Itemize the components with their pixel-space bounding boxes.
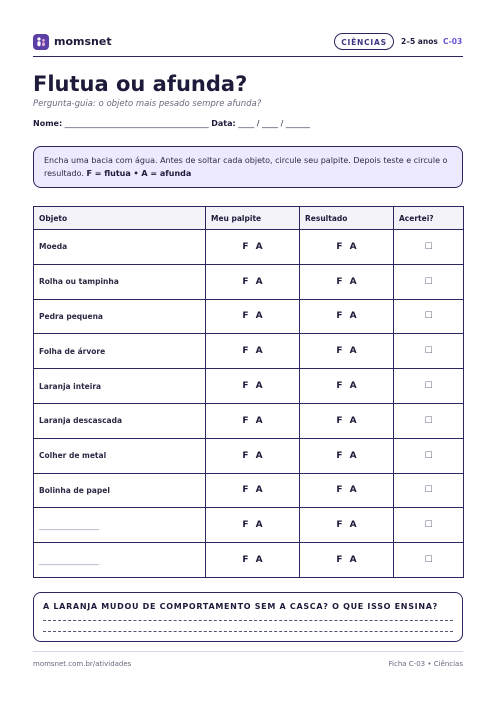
table-row (34, 403, 464, 438)
name-date-line (33, 118, 310, 130)
footer-sheet-info: Ficha C-03 • Ciências (388, 660, 463, 668)
instructions-box (33, 146, 463, 188)
object-blank-field[interactable]: ________________ (34, 543, 206, 578)
guess-options[interactable]: F A (206, 543, 300, 578)
correct-checkbox[interactable]: ☐ (394, 230, 464, 265)
correct-checkbox[interactable]: ☐ (394, 438, 464, 473)
guess-options[interactable]: F A (206, 508, 300, 543)
object-cell: Laranja descascada (34, 403, 206, 438)
date-label: Data: (211, 119, 236, 128)
page-title: Flutua ou afunda? (33, 72, 248, 96)
object-cell: Laranja inteira (34, 369, 206, 404)
result-options[interactable]: F A (300, 334, 394, 369)
correct-checkbox[interactable]: ☐ (394, 543, 464, 578)
table-row (34, 543, 464, 578)
object-cell: Folha de árvore (34, 334, 206, 369)
table-row (34, 473, 464, 508)
table-row (34, 264, 464, 299)
result-options[interactable]: F A (300, 369, 394, 404)
guiding-question: Pergunta-guia: o objeto mais pesado sempre afunda? (33, 99, 262, 109)
name-field[interactable]: ____________________________________ (64, 119, 209, 128)
worksheet-code: C-03 (443, 37, 463, 46)
guess-options[interactable]: F A (206, 264, 300, 299)
footer-divider (33, 651, 463, 652)
answer-line[interactable] (43, 631, 453, 632)
name-label: Nome: (33, 119, 63, 128)
correct-checkbox[interactable]: ☐ (394, 369, 464, 404)
family-icon (33, 34, 49, 50)
result-options[interactable]: F A (300, 543, 394, 578)
object-cell: Rolha ou tampinha (34, 264, 206, 299)
header-divider (33, 56, 463, 57)
correct-checkbox[interactable]: ☐ (394, 334, 464, 369)
answer-line[interactable] (43, 620, 453, 621)
column-header-correct: Acertei? (394, 207, 464, 230)
object-cell: Bolinha de papel (34, 473, 206, 508)
result-options[interactable]: F A (300, 299, 394, 334)
column-header-guess: Meu palpite (206, 207, 300, 230)
guess-options[interactable]: F A (206, 299, 300, 334)
correct-checkbox[interactable]: ☐ (394, 264, 464, 299)
table-row (34, 438, 464, 473)
object-cell: Moeda (34, 230, 206, 265)
object-cell: Colher de metal (34, 438, 206, 473)
brand-logo (33, 34, 49, 50)
table-row (34, 230, 464, 265)
brand-name: momsnet (54, 35, 112, 48)
age-range: 2–5 anos (401, 37, 438, 46)
object-blank-field[interactable]: ________________ (34, 508, 206, 543)
result-options[interactable]: F A (300, 230, 394, 265)
correct-checkbox[interactable]: ☐ (394, 403, 464, 438)
correct-checkbox[interactable]: ☐ (394, 508, 464, 543)
result-options[interactable]: F A (300, 403, 394, 438)
guess-options[interactable]: F A (206, 473, 300, 508)
reflection-question: A LARANJA MUDOU DE COMPORTAMENTO SEM A CASCA? O QUE ISSO ENSINA? (43, 602, 438, 611)
table-row (34, 334, 464, 369)
instructions-text: Encha uma bacia com água. Antes de soltar cada objeto, circule seu palpite. Depois teste e circule o resultado. (44, 156, 448, 178)
column-header-object: Objeto (34, 207, 206, 230)
object-cell: Pedra pequena (34, 299, 206, 334)
result-options[interactable]: F A (300, 264, 394, 299)
experiment-table (33, 206, 464, 578)
guess-options[interactable]: F A (206, 230, 300, 265)
guess-options[interactable]: F A (206, 334, 300, 369)
table-row (34, 299, 464, 334)
table-row (34, 508, 464, 543)
instructions-key: F = flutua • A = afunda (86, 169, 192, 178)
correct-checkbox[interactable]: ☐ (394, 473, 464, 508)
table-row (34, 369, 464, 404)
result-options[interactable]: F A (300, 438, 394, 473)
guess-options[interactable]: F A (206, 403, 300, 438)
footer-url: momsnet.com.br/atividades (33, 660, 132, 668)
reflection-box (33, 592, 463, 642)
table-header-row (34, 207, 464, 230)
guess-options[interactable]: F A (206, 438, 300, 473)
result-options[interactable]: F A (300, 473, 394, 508)
correct-checkbox[interactable]: ☐ (394, 299, 464, 334)
date-field[interactable]: ____ / ____ / ______ (238, 119, 310, 128)
subject-badge: CIÊNCIAS (334, 33, 394, 50)
guess-options[interactable]: F A (206, 369, 300, 404)
result-options[interactable]: F A (300, 508, 394, 543)
column-header-result: Resultado (300, 207, 394, 230)
